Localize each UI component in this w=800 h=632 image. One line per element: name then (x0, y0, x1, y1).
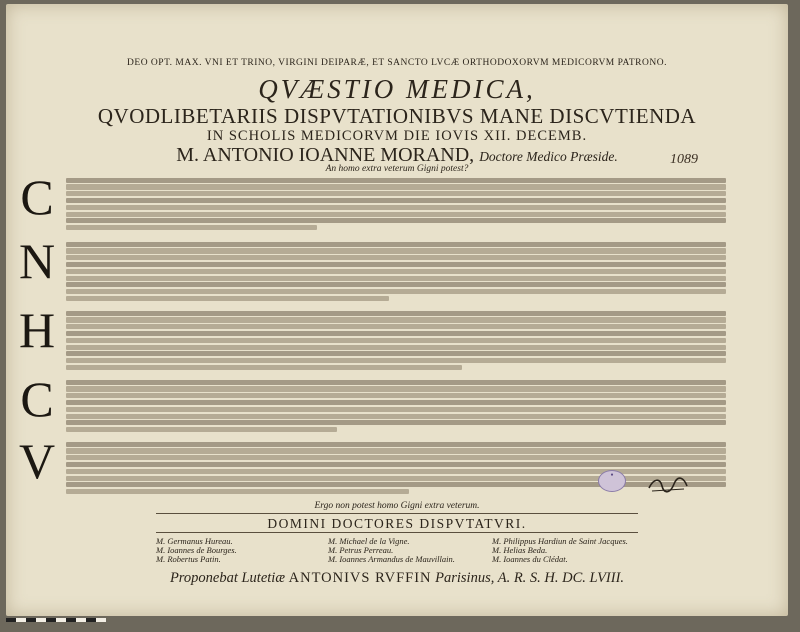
text-line (66, 184, 726, 189)
text-line (66, 462, 726, 467)
text-block (66, 178, 726, 231)
rule-bottom (156, 532, 638, 533)
disputant-name: M. Michael de la Vigne. (328, 536, 410, 546)
text-block (66, 442, 726, 495)
text-line (66, 225, 317, 230)
text-line (66, 324, 726, 329)
text-line (66, 262, 726, 267)
scale-ruler (6, 616, 106, 632)
library-stamp: ● (598, 470, 626, 492)
text-line (66, 311, 726, 316)
question: An homo extra veterum Gigni potest? (325, 164, 469, 174)
text-line (66, 414, 726, 419)
title-subtitle: QVODLIBETARIIS DISPVTATIONIBVS MANE DISCVTIENDA (97, 104, 697, 128)
text-line (66, 386, 726, 391)
text-line (66, 248, 726, 253)
text-line (66, 269, 726, 274)
text-line (66, 469, 726, 474)
text-line (66, 276, 726, 281)
text-line (66, 242, 726, 247)
proposition-prefix: Proponebat Lutetiæ (169, 570, 285, 586)
presider-role: Doctore Medico Præside. (479, 149, 618, 164)
disputant-name: M. Petrus Perreau. (328, 545, 394, 555)
text-line (66, 365, 462, 370)
section-initial: C (20, 169, 54, 225)
text-line (66, 427, 337, 432)
presider-name: M. ANTONIO IOANNE MORAND, (176, 144, 475, 166)
text-line (66, 393, 726, 398)
text-section-4 (20, 371, 726, 432)
section-initial: V (18, 433, 56, 489)
text-section-2 (18, 233, 726, 301)
text-block (66, 311, 726, 370)
text-line (66, 289, 726, 294)
folio-number: 1089 (670, 152, 698, 167)
text-line (66, 448, 726, 453)
disputant-name: M. Philippus Hardiun de Saint Jacques. (492, 536, 628, 546)
text-line (66, 331, 726, 336)
text-line (66, 455, 726, 460)
text-line (66, 218, 726, 223)
text-line (66, 400, 726, 405)
text-line (66, 482, 726, 487)
rule-top (156, 513, 638, 514)
proposition-suffix: Parisinus, A. R. S. H. DC. LVIII. (435, 570, 625, 586)
text-line (66, 178, 726, 183)
disputant-name: M. Helias Beda. (492, 545, 548, 555)
text-line (66, 380, 726, 385)
section-initial: C (20, 371, 54, 427)
proposition-line (6, 570, 788, 587)
document-page (6, 4, 788, 616)
text-line (66, 407, 726, 412)
text-block (66, 242, 726, 301)
disputant-name: M. Ioannes de Bourges. (156, 545, 237, 555)
text-line (66, 489, 409, 494)
signature-mark (646, 474, 690, 496)
text-line (66, 317, 726, 322)
disputant-name: M. Ioannes Armandus de Mauvillain. (328, 554, 455, 564)
text-block (66, 380, 726, 433)
text-line (66, 212, 726, 217)
disputant-name: M. Robertus Patin. (156, 554, 221, 564)
text-line (66, 351, 726, 356)
proposition-author: ANTONIVS RVFFIN (288, 570, 432, 586)
disputant-name: M. Germanus Hureau. (156, 536, 233, 546)
text-line (66, 442, 726, 447)
text-line (66, 338, 726, 343)
text-line (66, 420, 726, 425)
disputants-heading: DOMINI DOCTORES DISPVTATVRI. (267, 516, 527, 531)
text-line (66, 205, 726, 210)
title-main: QVÆSTIO MEDICA, (258, 74, 536, 104)
section-initial: H (18, 302, 56, 358)
text-section-3 (18, 302, 726, 370)
conclusion: Ergo non potest homo Gigni extra veterum. (314, 501, 480, 511)
title-location: IN SCHOLIS MEDICORVM DIE IOVIS XII. DECEMB. (206, 128, 588, 144)
dedication: DEO OPT. MAX. VNI ET TRINO, VIRGINI DEIPARÆ, ET SANCTO LVCÆ ORTHODOXORVM MEDICORVM PATRONO. (127, 58, 667, 68)
disputant-name: M. Ioannes du Clédat. (492, 554, 568, 564)
text-section-5 (18, 433, 726, 494)
text-line (66, 282, 726, 287)
text-line (66, 296, 389, 301)
text-line (66, 476, 726, 481)
text-line (66, 191, 726, 196)
text-line (66, 358, 726, 363)
text-line (66, 255, 726, 260)
section-initial: N (18, 233, 56, 289)
text-line (66, 198, 726, 203)
text-line (66, 345, 726, 350)
